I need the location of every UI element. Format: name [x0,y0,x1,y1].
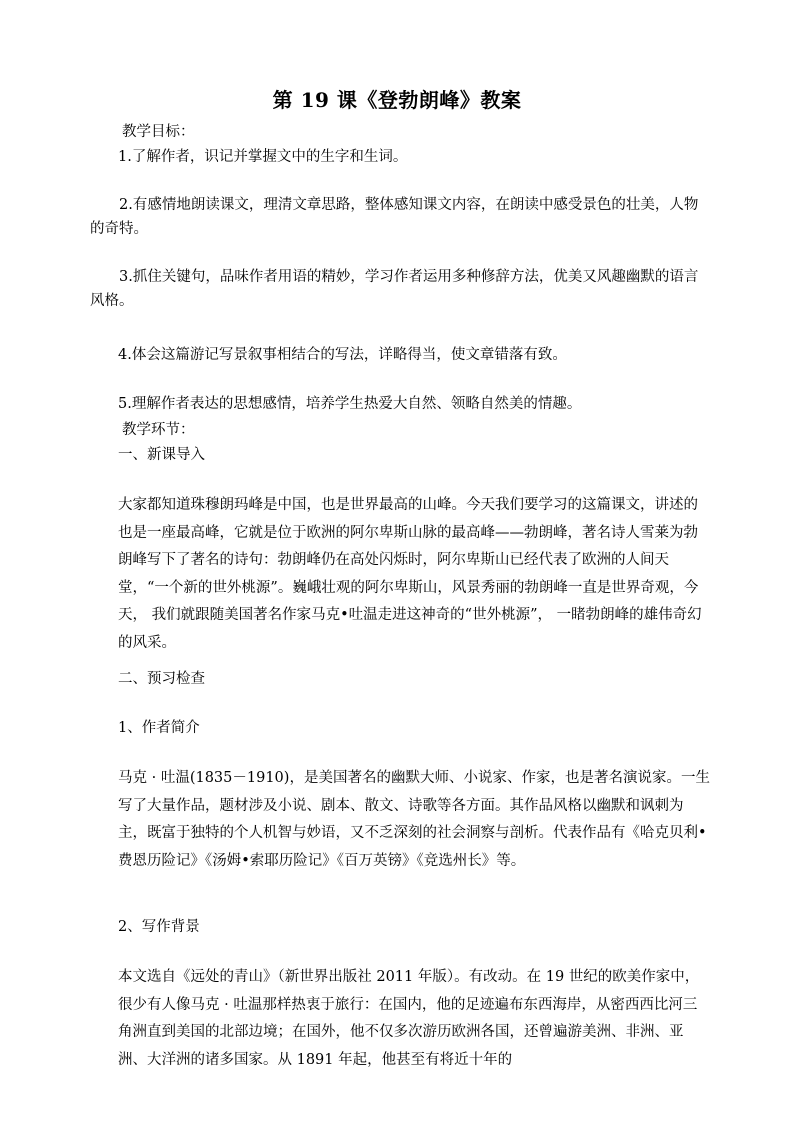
subsection-author: 1、作者简介 [118,720,200,736]
subsection-background: 2、写作背景 [118,919,200,935]
section-preview-check: 二、预习检查 [118,671,205,687]
intro-paragraph: 大家都知道珠穆朗玛峰是中国，也是世界最高的山峰。今天我们要学习的这篇课文，讲述的也是一座最高峰，它就是位于欧洲的阿尔卑斯山脉的最高峰——勃朗峰，著名诗人雪莱为勃朗峰写下了著名的诗句：勃朗峰仍在高处闪烁时，阿尔卑斯山已经代表了欧洲的人间天堂，“一个新的世外桃源”。巍峨壮观的阿尔卑斯山，风景秀丽的勃朗峰一直是世界奇观，今天， 我们就跟随美国著名作家马克•吐温走进这神奇的“世外桃源”， 一睹勃朗峰的雄伟奇幻的风采。 [118,497,702,651]
document-title: 第 19 课《登勃朗峰》教案 [272,88,522,112]
objective-4: 4.体会这篇游记写景叙事相结合的写法，详略得当，使文章错落有致。 [118,347,567,363]
background-paragraph: 本文选自《远处的青山》（新世界出版社 2011 年版）。有改动。在 19 世纪的欧美作家中，很少有人像马克 · 吐温那样热衷于旅行：在国内，他的足迹遍布东西海岸，从密西西比河三角洲直到美国的北部边境；在国外，他不仅多次游历欧洲各国，还曾遍游美洲、非洲、亚洲、大洋洲的诸多国家。从 1891 年起，他甚至有将近十年的 [118,969,700,1068]
objective-1: 1.了解作者，识记并掌握文中的生字和生词。 [118,149,408,165]
author-paragraph: 马克 · 吐温(1835－1910)，是美国著名的幽默大师、小说家、作家，也是著名演说家。一生写了大量作品，题材涉及小说、剧本、散文、诗歌等各方面。其作品风格以幽默和讽刺为主，既富于独特的个人机智与妙语，又不乏深刻的社会洞察与剖析。代表作品有《哈克贝利•费恩历险记》《汤姆•索耶历险记》《百万英镑》《竞选州长》等。 [118,770,710,869]
objective-5: 5.理解作者表达的思想感情，培养学生热爱大自然、领略自然美的情趣。 [118,396,582,412]
section-new-lesson: 一、新课导入 [118,447,205,463]
objectives-heading: 教学目标： [122,124,195,140]
process-heading: 教学环节： [122,422,195,438]
objective-3: 3.抓住关键句，品味作者用语的精妙，学习作者运用多种修辞方法，优美又风趣幽默的语言风格。 [90,269,699,309]
objective-2: 2.有感情地朗读课文，理清文章思路，整体感知课文内容，在朗读中感受景色的壮美，人物的奇特。 [90,197,699,237]
